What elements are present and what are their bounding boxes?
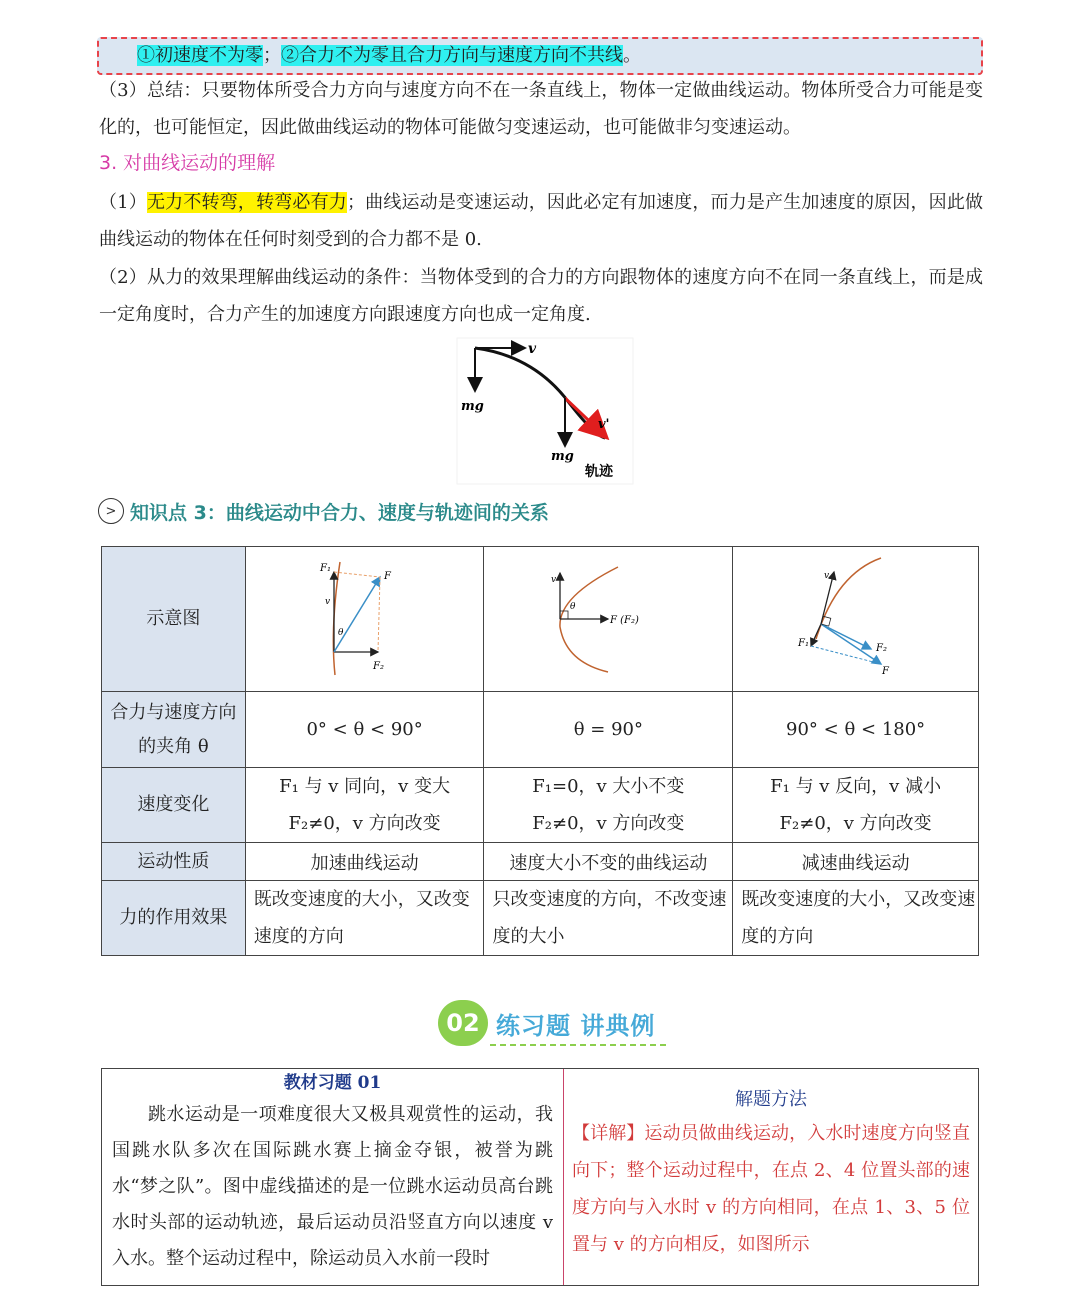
svg-text:v: v (823, 571, 829, 581)
p1-rest: ；曲线运动是变速运动，因此必定有加速度，而力是产生加速度的原因，因此做曲线运动的物体在任何时刻受到的合力都不是 0. (99, 192, 984, 250)
knowledge-point-text: 知识点 3：曲线运动中合力、速度与轨迹间的关系 (130, 501, 549, 524)
row-header-speed-change: 速度变化 (102, 768, 246, 843)
practice-section-badge (438, 1000, 678, 1050)
svg-text:F: F (881, 666, 889, 677)
svg-text:F₁: F₁ (319, 562, 331, 574)
speed-change-cell-1: F₁ 与 v 同向，v 变大 F₂≠0，v 方向改变 (245, 768, 484, 843)
knowledge-point-title (98, 495, 549, 527)
force-diagram-acute (310, 557, 420, 677)
diagram-cell-2 (484, 547, 733, 692)
label-mg-1: mg (461, 399, 484, 414)
angle-cell-3: 90° < θ < 180° (733, 692, 979, 768)
relationship-table (101, 546, 979, 956)
speed-change-cell-2: F₁=0，v 大小不变 F₂≠0，v 方向改变 (484, 768, 733, 843)
effect-cell-3: 既改变速度的大小，又改变速度的方向 (733, 881, 979, 956)
section-title: 练习题 讲典例 (496, 1012, 656, 1040)
example-box (101, 1068, 979, 1286)
motion-type-cell-3: 减速曲线运动 (733, 843, 979, 881)
diagram-cell-1 (245, 547, 484, 692)
effect-cell-1: 既改变速度的大小，又改变速度的方向 (245, 881, 484, 956)
play-arrow-icon: > (98, 498, 124, 524)
label-trajectory: 轨迹 (585, 464, 613, 480)
table-row (102, 768, 979, 843)
condition-1: ①初速度不为零 (137, 45, 263, 66)
label-v: v (528, 341, 537, 357)
summary-paragraph: （3）总结：只要物体所受合力方向与速度方向不在一条直线上，物体一定做曲线运动。物体所受合力可能是变化的，也可能恒定，因此做曲线运动的物体可能做匀变速运动，也可能做非匀变速运动。 (99, 80, 983, 138)
method-title: 解题方法 (735, 1089, 807, 1110)
label-mg-2: mg (551, 449, 574, 464)
svg-text:F: F (383, 570, 391, 582)
row-header-diagram: 示意图 (102, 547, 246, 692)
title-underline (490, 1044, 666, 1046)
example-method (564, 1069, 978, 1285)
svg-text:F₁: F₁ (797, 638, 809, 649)
motion-type-cell-2: 速度大小不变的曲线运动 (484, 843, 733, 881)
svg-text:v: v (551, 574, 557, 585)
force-diagram-obtuse (796, 554, 916, 679)
table-row (102, 692, 979, 768)
example-text: 跳水运动是一项难度很大又极具观赏性的运动，我国跳水队多次在国际跳水赛上摘金夺银，被誉为跳水“梦之队”。图中虚线描述的是一位跳水运动员高台跳水时头部的运动轨迹，最后运动员沿竖直方向以速度 v 入水。整个运动过程中，除运动员入水前一段时 (112, 1104, 553, 1269)
diagram-cell-3 (733, 547, 979, 692)
condition-box (97, 37, 983, 75)
section-3-paragraph-2: （2）从力的效果理解曲线运动的条件：当物体受到的合力的方向跟物体的速度方向不在同一条直线上，而是成一定角度时，合力产生的加速度方向跟速度方向也成一定角度. (99, 267, 983, 325)
table-row (102, 843, 979, 881)
angle-cell-2: θ = 90° (484, 692, 733, 768)
row-header-effect: 力的作用效果 (102, 881, 246, 956)
effect-cell-2: 只改变速度的方向，不改变速度的大小 (484, 881, 733, 956)
method-detail: 【详解】运动员做曲线运动，入水时速度方向竖直向下；整个运动过程中，在点 2、4 位置头部的速度方向与入水时 v 的方向相同，在点 1、3、5 位置与 v 的方向相反，如图所示 (572, 1123, 970, 1255)
highlight-phrase: 无力不转弯，转弯必有力 (147, 192, 347, 213)
svg-text:F₂: F₂ (372, 660, 384, 672)
row-header-angle: 合力与速度方向的夹角 θ (102, 692, 246, 768)
svg-text:θ: θ (337, 627, 344, 638)
trajectory-curve (475, 348, 605, 438)
svg-text:θ: θ (570, 601, 576, 612)
label-v-prime: v' (598, 417, 610, 432)
example-title: 教材习题 01 (283, 1073, 382, 1093)
condition-end: 。 (623, 45, 641, 66)
angle-cell-1: 0° < θ < 90° (245, 692, 484, 768)
svg-text:F₂: F₂ (875, 643, 887, 654)
table-row (102, 547, 979, 692)
speed-change-cell-3: F₁ 与 v 反向，v 减小 F₂≠0，v 方向改变 (733, 768, 979, 843)
p1-prefix: （1） (99, 192, 147, 213)
row-header-motion-type: 运动性质 (102, 843, 246, 881)
condition-sep: ； (263, 45, 281, 66)
motion-type-cell-1: 加速曲线运动 (245, 843, 484, 881)
svg-text:v: v (324, 596, 330, 607)
condition-2: ②合力不为零且合力方向与速度方向不共线 (281, 45, 623, 66)
force-diagram-right (548, 557, 668, 677)
section-3-paragraph-1 (99, 184, 983, 258)
trajectory-diagram (455, 336, 635, 486)
example-question (102, 1069, 564, 1285)
table-row (102, 881, 979, 956)
svg-text:F (F₂): F (F₂) (610, 614, 640, 626)
section-3-heading: 3. 对曲线运动的理解 (99, 152, 276, 174)
section-number: 02 (438, 1000, 488, 1046)
